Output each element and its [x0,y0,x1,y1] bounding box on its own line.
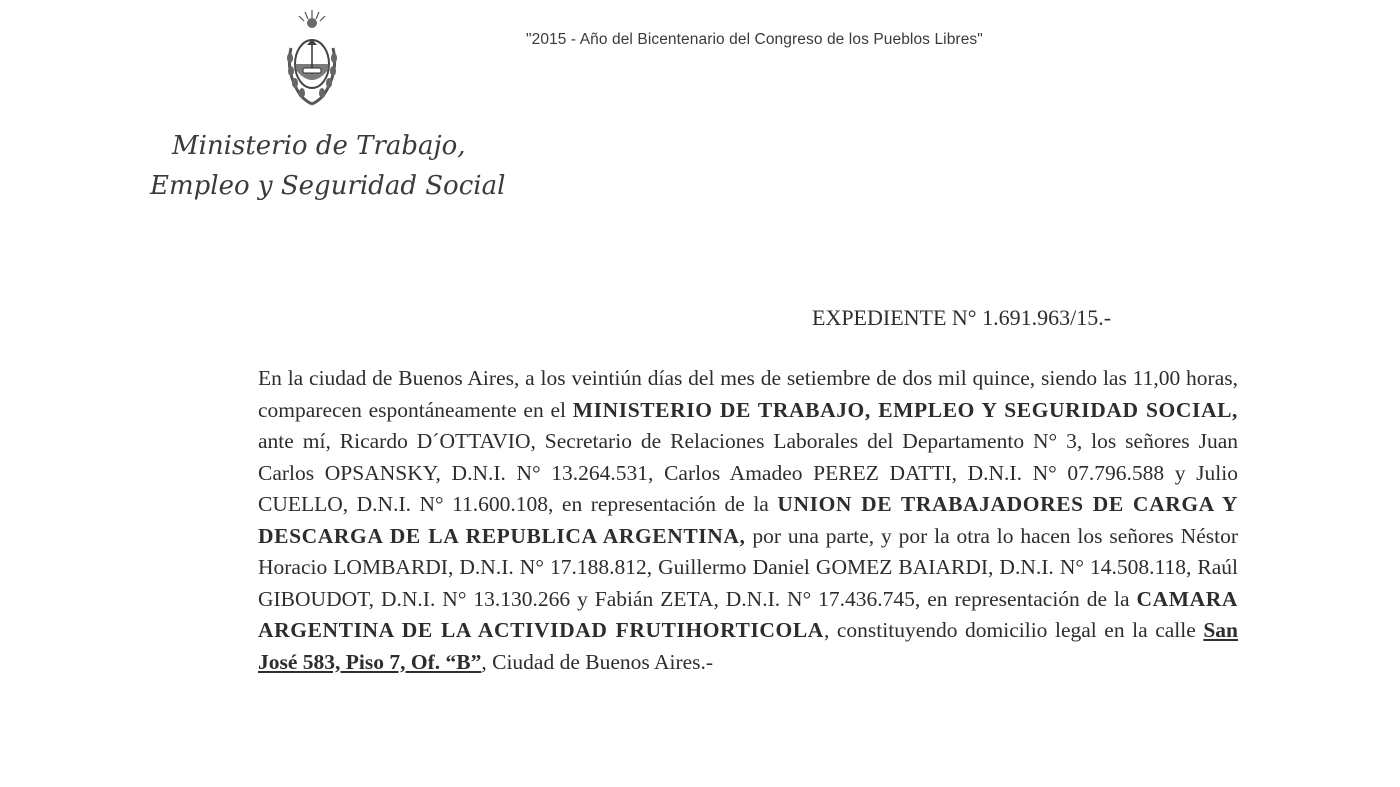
ministry-letterhead [150,126,510,206]
legal-address: San José 583, Piso 7, Of. “B” [258,618,1239,674]
chamber-reps-text: por una parte, y por la otra lo hacen los señores Néstor Horacio LOMBARDI, D.N.I. N° 17.188.812, Guillermo Daniel GOMEZ BAIARDI, D.N.I. N° 14.508.118, Raúl GIBOUDOT, D.N.I. N° 13.130.266 y Fabián ZETA, D.N.I. N° 17.436.745, en representación de la [258,523,1238,611]
official-and-union-reps-text: ante mí, Ricardo D´OTTAVIO, Secretario de Relaciones Laborales del Departamento N° 3, los señores Juan Carlos OPSANSKY, D.N.I. N° 13.264.531, Carlos Amadeo PEREZ DATTI, D.N.I. N° 07.796.588 y Julio CUELLO, D.N.I. N° 11.600.108, en representación de la [258,429,1238,516]
intro-text: En la ciudad de Buenos Aires, a los veintiún días del mes de setiembre de dos mil quince, siendo las 11,00 horas, comparecen espontáneamente en el [258,366,1238,422]
document-body-paragraph [258,363,1238,678]
ministry-bold: MINISTERIO DE TRABAJO, EMPLEO Y SEGURIDAD SOCIAL, [572,397,1239,422]
argentine-coat-of-arms-icon [281,8,343,108]
ministry-name-line-1: Ministerio de Trabajo, [172,131,466,161]
file-number: EXPEDIENTE N° 1.691.963/15.- [812,305,1112,330]
domicile-text: , constituyendo domicilio legal en la calle [823,618,1204,642]
ministry-name-line-2: Empleo y Seguridad Social [150,171,506,201]
chamber-name-bold: CAMARA ARGENTINA DE LA ACTIVIDAD FRUTIHORTICOLA [258,586,1238,642]
year-motto: "2015 - Año del Bicentenario del Congreso de los Pueblos Libres" [526,31,983,48]
union-name-bold: UNION DE TRABAJADORES DE CARGA Y DESCARGA DE LA REPUBLICA ARGENTINA, [258,492,1239,548]
closing-text: , Ciudad de Buenos Aires.- [481,649,714,674]
